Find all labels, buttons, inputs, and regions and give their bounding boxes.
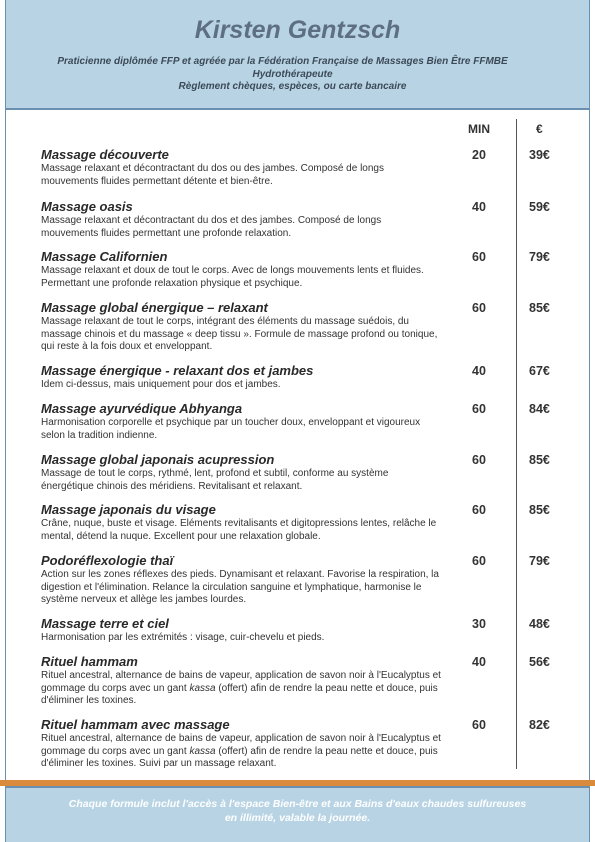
item-description-part: (offert) afin de rendre la peau nette et douce, puis d'éliminer les toxines. — [41, 682, 438, 707]
item-price: 84€ — [529, 402, 550, 416]
list-item — [41, 147, 441, 188]
item-name: Massage global japonais acupression — [41, 452, 275, 467]
item-duration: 60 — [472, 503, 486, 517]
item-description: Massage relaxant et décontractant du dos et des jambes. Composé de longs mouvements fluides permettant une profonde relaxation. — [41, 215, 382, 239]
item-description: Harmonisation par les extrémités : visage, cuir-chevelu et pieds. — [41, 632, 325, 643]
item-name: Rituel hammam — [41, 654, 138, 669]
item-duration: 60 — [472, 453, 486, 467]
item-description: Massage relaxant et décontractant du dos ou des jambes. Composé de longs mouvements fluides permettant détente et bien-être. — [41, 163, 384, 187]
subtitle — [6, 56, 589, 94]
subtitle-line: Hydrothérapeute — [252, 68, 333, 80]
list-item — [41, 616, 441, 645]
item-duration: 60 — [472, 250, 486, 264]
page-title: Kirsten Gentzsch — [194, 16, 401, 44]
item-description-part: (offert) afin de rendre la peau nette et douce, puis d'éliminer les toxines. Suivi par un massage relaxant. — [41, 745, 438, 770]
item-duration: 60 — [472, 402, 486, 416]
subtitle-line: Praticienne diplômée FFP et agréée par la Fédération Française de Massages Bien Être FFMBE — [57, 56, 508, 67]
item-price: 59€ — [529, 200, 550, 214]
item-name: Massage oasis — [41, 199, 133, 214]
item-duration: 40 — [472, 200, 486, 214]
list-item — [41, 401, 441, 442]
list-item — [41, 502, 441, 543]
column-divider — [516, 119, 517, 769]
item-description: Harmonisation corporelle et psychique par un toucher doux, enveloppant et vigoureux selon la tradition indienne. — [41, 417, 421, 441]
item-name: Massage Californien — [41, 249, 168, 264]
item-description: Massage relaxant et doux de tout le corps. Avec de longs mouvements lents et fluides. Permettant une profonde relaxation physique et psychique. — [41, 265, 424, 289]
header — [6, 0, 589, 110]
item-description: Massage relaxant de tout le corps, intégrant des éléments du massage suédois, du massage chinois et du massage « deep tissu ». Formule de massage profond ou tonique, qui reste à la fois doux et enveloppant. — [41, 316, 438, 353]
item-description-emphasis: kassa — [189, 682, 216, 694]
item-description — [41, 670, 441, 708]
item-duration: 60 — [472, 301, 486, 315]
footer — [6, 786, 589, 842]
item-price: 85€ — [529, 453, 550, 467]
item-duration: 20 — [472, 148, 486, 162]
item-name: Rituel hammam avec massage — [41, 717, 230, 732]
item-description: Massage de tout le corps, rythmé, lent, profond et subtil, conforme au système énergétique chinois des méridiens. Revitalisant et relaxant. — [41, 468, 389, 492]
column-header-min: MIN — [468, 122, 490, 136]
item-duration: 40 — [472, 655, 486, 669]
item-description — [41, 733, 441, 771]
item-name: Massage terre et ciel — [41, 616, 169, 631]
footer-line: Chaque formule inclut l'accès à l'espace Bien-être et aux Bains d'eaux chaudes sulfureuses — [68, 798, 527, 810]
item-name: Podoréflexologie thaï — [41, 553, 174, 568]
item-name: Massage japonais du visage — [41, 502, 216, 517]
item-description: Idem ci-dessus, mais uniquement pour dos et jambes. — [41, 379, 281, 390]
item-name: Massage énergique - relaxant dos et jambes — [41, 363, 314, 378]
item-duration: 60 — [472, 718, 486, 732]
list-item — [41, 300, 441, 354]
item-price: 79€ — [529, 250, 550, 264]
item-description: Action sur les zones réflexes des pieds. Dynamisant et relaxant. Favorise la respiration, la digestion et l'élimination. Relance la circulation sanguine et lymphatique, harmonise le système nerveux et allège les jambes lourdes. — [41, 569, 439, 606]
list-item — [41, 249, 441, 290]
item-description: Crâne, nuque, buste et visage. Eléments revitalisants et digitopressions lentes, relâche le mental, détend la nuque. Excellent pour une relaxation globale. — [41, 518, 437, 542]
item-price: 67€ — [529, 364, 550, 378]
list-item — [41, 363, 441, 392]
item-price: 48€ — [529, 617, 550, 631]
list-item — [41, 199, 441, 240]
item-price: 85€ — [529, 301, 550, 315]
item-description-part: Rituel ancestral, alternance de bains de vapeur, application de savon noir à l'Eucalyptus et gommage du corps avec un gant — [41, 733, 441, 757]
footer-note — [6, 797, 589, 825]
item-name: Massage global énergique – relaxant — [41, 300, 268, 315]
footer-line: en illimité, valable la journée. — [224, 812, 371, 824]
item-name: Massage découverte — [41, 147, 169, 162]
list-item — [41, 553, 441, 607]
list-item — [41, 654, 441, 708]
item-description-part: Rituel ancestral, alternance de bains de vapeur, application de savon noir à l'Eucalyptus et gommage du corps avec un gant — [41, 670, 441, 694]
item-price: 56€ — [529, 655, 550, 669]
item-duration: 40 — [472, 364, 486, 378]
item-name: Massage ayurvédique Abhyanga — [41, 401, 243, 416]
item-duration: 30 — [472, 617, 486, 631]
item-price: 82€ — [529, 718, 550, 732]
item-description-emphasis: kassa — [189, 745, 216, 757]
column-header-price: € — [536, 122, 543, 136]
subtitle-line: Règlement chèques, espèces, ou carte bancaire — [178, 81, 407, 92]
item-duration: 60 — [472, 554, 486, 568]
item-price: 79€ — [529, 554, 550, 568]
list-item — [41, 452, 441, 493]
item-price: 39€ — [529, 148, 550, 162]
list-item — [41, 717, 441, 771]
item-price: 85€ — [529, 503, 550, 517]
